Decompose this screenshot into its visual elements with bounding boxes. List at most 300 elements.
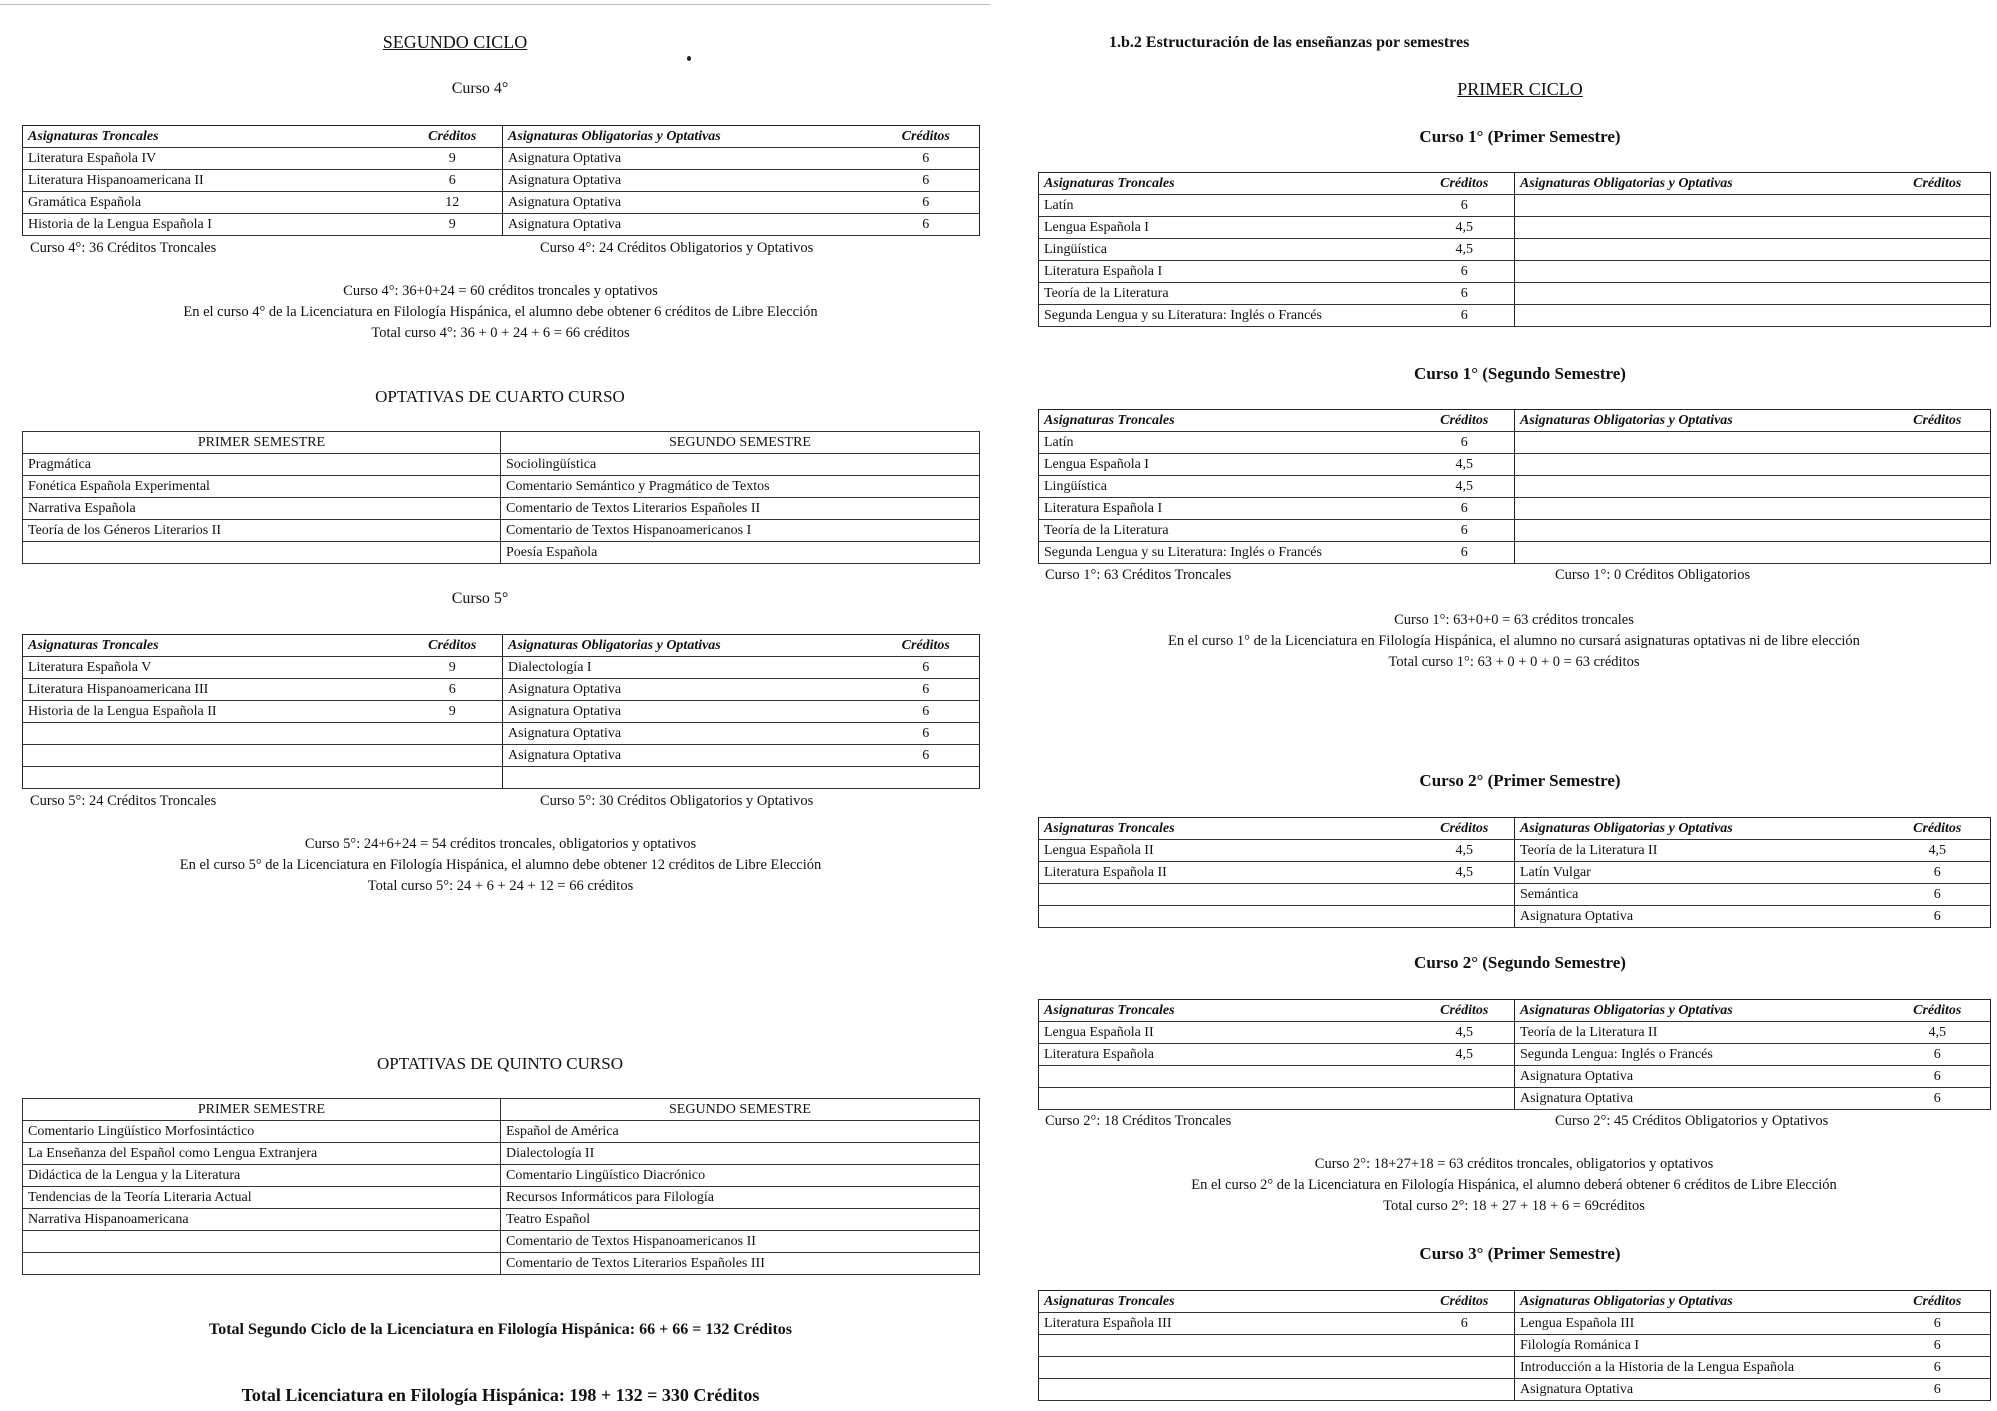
table-cell: Segunda Lengua y su Literatura: Inglés o Francés — [1039, 305, 1415, 327]
table-cell: 4,5 — [1415, 217, 1515, 239]
table-cell — [1515, 498, 1885, 520]
table-cell: Comentario de Textos Literarios Españoles III — [501, 1253, 980, 1275]
table-cell — [403, 767, 503, 789]
c1s1-heading: Curso 1° (Primer Semestre) — [1419, 127, 1621, 146]
table-row — [23, 192, 980, 214]
table-cell: Dialectología II — [501, 1143, 980, 1165]
column-header: PRIMER SEMESTRE — [23, 1099, 501, 1121]
table-cell: 6 — [873, 148, 980, 170]
table-cell: Gramática Española — [23, 192, 403, 214]
table-row — [1039, 542, 1991, 564]
table-cell: 6 — [873, 192, 980, 214]
table-cell — [1415, 1066, 1515, 1088]
table-cell: 4,5 — [1415, 239, 1515, 261]
table-row — [23, 214, 980, 236]
table-cell: Segunda Lengua: Inglés o Francés — [1515, 1044, 1885, 1066]
table-cell — [1039, 884, 1415, 906]
table-cell: Narrativa Hispanoamericana — [23, 1209, 501, 1231]
table-cell: Historia de la Lengua Española I — [23, 214, 403, 236]
c2-summary-line: Curso 2°: 18+27+18 = 63 créditos troncales, obligatorios y optativos — [1314, 1156, 1714, 1172]
table-row — [23, 723, 980, 745]
column-header: Asignaturas Troncales — [1039, 410, 1415, 432]
table-cell: Literatura Hispanoamericana III — [23, 679, 403, 701]
table-row — [1039, 195, 1991, 217]
column-header: Créditos — [1885, 818, 1991, 840]
table-row — [1039, 432, 1991, 454]
table-cell: 6 — [1415, 498, 1515, 520]
table-cell — [1415, 1379, 1515, 1401]
table-row — [1039, 283, 1991, 305]
optativas-cuarto-body — [23, 432, 980, 564]
table-cell — [1515, 432, 1885, 454]
table-cell: 4,5 — [1885, 1022, 1991, 1044]
table-cell: Tendencias de la Teoría Literaria Actual — [23, 1187, 501, 1209]
column-header: Créditos — [403, 635, 503, 657]
optativas-cuarto-heading: OPTATIVAS DE CUARTO CURSO — [375, 387, 625, 406]
table-cell: 6 — [1885, 1066, 1991, 1088]
c3s1-heading: Curso 3° (Primer Semestre) — [1419, 1244, 1621, 1263]
table-cell — [23, 767, 403, 789]
table-row — [1039, 217, 1991, 239]
table-cell: 9 — [403, 701, 503, 723]
table-cell — [1885, 261, 1991, 283]
table-cell: 6 — [873, 701, 980, 723]
table-cell: 6 — [1885, 1335, 1991, 1357]
table-cell: Teoría de la Literatura — [1039, 520, 1415, 542]
table-cell — [1515, 305, 1885, 327]
table-row — [23, 454, 980, 476]
table-cell: Comentario de Textos Literarios Españoles II — [501, 498, 980, 520]
table-row — [23, 1121, 980, 1143]
table-cell — [1039, 906, 1415, 928]
c2-summary-line: En el curso 2° de la Licenciatura en Filología Hispánica, el alumno deberá obtener 6 créditos de Libre Elección — [1191, 1177, 1837, 1193]
table-row — [1039, 520, 1991, 542]
table-cell: 6 — [873, 723, 980, 745]
table-header-row — [1039, 1291, 1991, 1313]
table-cell: Asignatura Optativa — [1515, 1066, 1885, 1088]
curso5-summary-line: Total curso 5°: 24 + 6 + 24 + 12 = 66 créditos — [367, 878, 634, 894]
column-header: Asignaturas Obligatorias y Optativas — [503, 126, 873, 148]
table-cell — [1415, 1335, 1515, 1357]
table-cell: Recursos Informáticos para Filología — [501, 1187, 980, 1209]
table-cell — [873, 767, 980, 789]
table-cell: 6 — [1885, 906, 1991, 928]
table-row — [23, 1143, 980, 1165]
table-row — [1039, 1357, 1991, 1379]
table-cell: 4,5 — [1415, 1022, 1515, 1044]
table-cell: Literatura Española I — [1039, 498, 1415, 520]
table-cell — [1515, 261, 1885, 283]
table-cell: 6 — [1415, 305, 1515, 327]
table-cell: Lengua Española III — [1515, 1313, 1885, 1335]
c3s1-body — [1039, 1291, 1991, 1401]
curso5-table — [22, 634, 980, 789]
c1s1-body — [1039, 173, 1991, 327]
table-cell: 4,5 — [1415, 1044, 1515, 1066]
column-header: Créditos — [873, 126, 980, 148]
column-header: Créditos — [1415, 818, 1515, 840]
table-cell — [1515, 454, 1885, 476]
curso4-foot-left: Curso 4°: 36 Créditos Troncales — [30, 240, 217, 256]
table-cell — [1885, 239, 1991, 261]
column-header: Créditos — [403, 126, 503, 148]
table-cell: Didáctica de la Lengua y la Literatura — [23, 1165, 501, 1187]
table-cell: Narrativa Española — [23, 498, 501, 520]
curso4-foot-right: Curso 4°: 24 Créditos Obligatorios y Optativos — [540, 240, 814, 256]
column-header: Créditos — [1415, 410, 1515, 432]
column-header: Asignaturas Troncales — [1039, 173, 1415, 195]
table-cell: Segunda Lengua y su Literatura: Inglés o Francés — [1039, 542, 1415, 564]
table-cell: Historia de la Lengua Española II — [23, 701, 403, 723]
section-heading: 1.b.2 Estructuración de las enseñanzas por semestres — [1109, 34, 1470, 51]
table-row — [1039, 261, 1991, 283]
curso5-foot-left: Curso 5°: 24 Créditos Troncales — [30, 793, 217, 809]
curso4-summary — [22, 281, 979, 344]
column-header: Asignaturas Troncales — [23, 635, 403, 657]
table-row — [1039, 476, 1991, 498]
table-row — [1039, 906, 1991, 928]
table-row — [23, 170, 980, 192]
table-cell — [1415, 884, 1515, 906]
table-cell: Literatura Hispanoamericana II — [23, 170, 403, 192]
table-row — [23, 767, 980, 789]
c2s1-heading: Curso 2° (Primer Semestre) — [1419, 771, 1621, 790]
table-cell: 6 — [1885, 1357, 1991, 1379]
table-cell: 4,5 — [1885, 840, 1991, 862]
c3s1-table — [1038, 1290, 1991, 1401]
c1s2-table — [1038, 409, 1991, 564]
column-header: Créditos — [1885, 410, 1991, 432]
table-cell: 12 — [403, 192, 503, 214]
table-cell: 6 — [873, 745, 980, 767]
table-cell — [1515, 520, 1885, 542]
c2-foot-left: Curso 2°: 18 Créditos Troncales — [1045, 1113, 1232, 1129]
table-cell: Teoría de la Literatura II — [1515, 1022, 1885, 1044]
table-row — [1039, 239, 1991, 261]
table-cell: Literatura Española V — [23, 657, 403, 679]
table-row — [23, 520, 980, 542]
table-row — [1039, 1335, 1991, 1357]
table-cell — [1415, 906, 1515, 928]
table-cell — [1039, 1335, 1415, 1357]
table-cell: 4,5 — [1415, 840, 1515, 862]
table-cell — [1515, 217, 1885, 239]
table-row — [23, 657, 980, 679]
table-cell — [1515, 195, 1885, 217]
table-cell: Asignatura Optativa — [503, 679, 873, 701]
table-cell: 9 — [403, 657, 503, 679]
table-cell: 9 — [403, 148, 503, 170]
c1-summary-line: En el curso 1° de la Licenciatura en Filología Hispánica, el alumno no cursará asignaturas optativas ni de libre elección — [1168, 633, 1860, 649]
table-row — [1039, 840, 1991, 862]
curso4-summary-line: Curso 4°: 36+0+24 = 60 créditos troncales y optativos — [343, 283, 658, 299]
table-cell: 6 — [1415, 261, 1515, 283]
segundo-ciclo-title: SEGUNDO CICLO — [382, 32, 528, 52]
table-cell: Comentario de Textos Hispanoamericanos II — [501, 1231, 980, 1253]
optativas-quinto-table — [22, 1098, 980, 1275]
curso5-summary-line: Curso 5°: 24+6+24 = 54 créditos troncales, obligatorios y optativos — [304, 836, 697, 852]
table-cell: Filología Románica I — [1515, 1335, 1885, 1357]
table-header-row — [1039, 173, 1991, 195]
curso4-summary-line: Total curso 4°: 36 + 0 + 24 + 6 = 66 créditos — [371, 325, 630, 341]
table-cell — [1415, 1088, 1515, 1110]
table-cell: Asignatura Optativa — [1515, 906, 1885, 928]
table-cell: 6 — [1885, 884, 1991, 906]
table-cell — [1039, 1379, 1415, 1401]
c2s2-body — [1039, 1000, 1991, 1110]
table-cell — [1885, 454, 1991, 476]
curso4-footer — [30, 240, 980, 257]
column-header: SEGUNDO SEMESTRE — [501, 432, 980, 454]
table-cell: Literatura Española III — [1039, 1313, 1415, 1335]
table-row — [23, 1187, 980, 1209]
table-cell — [1885, 217, 1991, 239]
curso4-heading: Curso 4° — [451, 80, 509, 97]
table-header-row — [1039, 1000, 1991, 1022]
table-header-row — [23, 635, 980, 657]
table-cell — [1885, 498, 1991, 520]
table-cell: 6 — [873, 170, 980, 192]
table-cell: Lingüística — [1039, 239, 1415, 261]
table-cell: Comentario Semántico y Pragmático de Textos — [501, 476, 980, 498]
table-cell — [1039, 1088, 1415, 1110]
table-cell: 6 — [403, 170, 503, 192]
table-cell — [1885, 520, 1991, 542]
table-cell: 6 — [1415, 520, 1515, 542]
primer-ciclo-title: PRIMER CICLO — [1457, 79, 1583, 99]
column-header: SEGUNDO SEMESTRE — [501, 1099, 980, 1121]
table-cell — [1885, 305, 1991, 327]
column-header: Asignaturas Troncales — [1039, 818, 1415, 840]
column-header: Créditos — [1415, 1291, 1515, 1313]
table-cell — [403, 723, 503, 745]
table-cell — [1885, 476, 1991, 498]
table-cell — [1515, 283, 1885, 305]
table-cell: Latín — [1039, 432, 1415, 454]
column-header: Asignaturas Obligatorias y Optativas — [1515, 818, 1885, 840]
table-header-row — [23, 432, 980, 454]
table-cell: 6 — [1415, 432, 1515, 454]
curso5-footer — [30, 793, 980, 810]
table-cell: 6 — [1885, 1379, 1991, 1401]
c2-foot-right: Curso 2°: 45 Créditos Obligatorios y Optativos — [1555, 1113, 1829, 1129]
table-cell — [23, 1231, 501, 1253]
curso5-body — [23, 635, 980, 789]
table-cell — [1515, 542, 1885, 564]
table-header-row — [23, 126, 980, 148]
column-header: Asignaturas Obligatorias y Optativas — [1515, 173, 1885, 195]
curso5-summary — [22, 834, 979, 897]
table-cell — [23, 723, 403, 745]
table-cell: 4,5 — [1415, 454, 1515, 476]
table-cell: Teoría de los Géneros Literarios II — [23, 520, 501, 542]
table-row — [23, 148, 980, 170]
table-cell: Literatura Española — [1039, 1044, 1415, 1066]
table-cell — [1885, 432, 1991, 454]
column-header: Asignaturas Troncales — [1039, 1291, 1415, 1313]
table-cell: Lengua Española I — [1039, 454, 1415, 476]
table-cell: Fonética Española Experimental — [23, 476, 501, 498]
table-cell — [503, 767, 873, 789]
table-row — [23, 1165, 980, 1187]
table-cell: Asignatura Optativa — [503, 745, 873, 767]
table-row — [1039, 498, 1991, 520]
table-row — [1039, 1022, 1991, 1044]
table-cell: Asignatura Optativa — [503, 148, 873, 170]
table-cell: Sociolingüística — [501, 454, 980, 476]
optativas-quinto-heading: OPTATIVAS DE QUINTO CURSO — [377, 1054, 623, 1073]
table-cell: 6 — [1885, 862, 1991, 884]
column-header: Asignaturas Troncales — [23, 126, 403, 148]
table-cell — [1515, 239, 1885, 261]
table-cell — [1039, 1066, 1415, 1088]
table-cell: 6 — [873, 657, 980, 679]
table-cell: Asignatura Optativa — [1515, 1088, 1885, 1110]
curso5-foot-right: Curso 5°: 30 Créditos Obligatorios y Optativos — [540, 793, 814, 809]
table-cell: Lengua Española II — [1039, 1022, 1415, 1044]
table-cell: Latín Vulgar — [1515, 862, 1885, 884]
table-row — [1039, 1044, 1991, 1066]
table-cell: 6 — [1415, 1313, 1515, 1335]
table-cell: 4,5 — [1415, 476, 1515, 498]
column-header: PRIMER SEMESTRE — [23, 432, 501, 454]
column-header: Asignaturas Obligatorias y Optativas — [503, 635, 873, 657]
table-cell: Poesía Española — [501, 542, 980, 564]
table-cell: Literatura Española IV — [23, 148, 403, 170]
c2s2-table — [1038, 999, 1991, 1110]
column-header: Asignaturas Obligatorias y Optativas — [1515, 1000, 1885, 1022]
table-row — [1039, 1088, 1991, 1110]
table-cell: Introducción a la Historia de la Lengua Española — [1515, 1357, 1885, 1379]
column-header: Créditos — [1885, 1000, 1991, 1022]
column-header: Créditos — [873, 635, 980, 657]
curso5-summary-line: En el curso 5° de la Licenciatura en Filología Hispánica, el alumno debe obtener 12 créditos de Libre Elección — [179, 857, 822, 873]
table-cell — [1515, 476, 1885, 498]
table-header-row — [1039, 818, 1991, 840]
table-cell — [1885, 283, 1991, 305]
table-row — [1039, 454, 1991, 476]
table-cell: Pragmática — [23, 454, 501, 476]
c1-summary — [1038, 610, 1990, 673]
total-licenciatura: Total Licenciatura en Filología Hispánica: 198 + 132 = 330 Créditos — [241, 1385, 760, 1405]
table-cell — [23, 1253, 501, 1275]
table-cell: Semántica — [1515, 884, 1885, 906]
column-header: Créditos — [1885, 1291, 1991, 1313]
table-cell: Asignatura Optativa — [1515, 1379, 1885, 1401]
table-row — [1039, 1066, 1991, 1088]
top-rule — [0, 4, 990, 5]
table-cell: Asignatura Optativa — [503, 701, 873, 723]
table-row — [1039, 305, 1991, 327]
curso4-body — [23, 126, 980, 236]
table-row — [23, 476, 980, 498]
curso4-table — [22, 125, 980, 236]
table-cell: Español de América — [501, 1121, 980, 1143]
table-cell: Teoría de la Literatura II — [1515, 840, 1885, 862]
c1s2-body — [1039, 410, 1991, 564]
table-cell — [23, 542, 501, 564]
table-cell — [1415, 1357, 1515, 1379]
table-cell: Asignatura Optativa — [503, 723, 873, 745]
table-cell: Teoría de la Literatura — [1039, 283, 1415, 305]
table-row — [23, 679, 980, 701]
table-header-row — [23, 1099, 980, 1121]
table-cell — [403, 745, 503, 767]
table-row — [1039, 862, 1991, 884]
table-cell: Asignatura Optativa — [503, 170, 873, 192]
scan-speck — [687, 56, 691, 61]
table-row — [1039, 1379, 1991, 1401]
table-cell: La Enseñanza del Español como Lengua Extranjera — [23, 1143, 501, 1165]
table-cell: Comentario Lingüístico Morfosintáctico — [23, 1121, 501, 1143]
c1s1-table — [1038, 172, 1991, 327]
c2s2-heading: Curso 2° (Segundo Semestre) — [1414, 953, 1626, 972]
table-row — [23, 745, 980, 767]
table-cell — [1885, 195, 1991, 217]
c1-footer — [1045, 567, 1985, 584]
table-cell: 6 — [1415, 542, 1515, 564]
c1s2-heading: Curso 1° (Segundo Semestre) — [1414, 364, 1626, 383]
table-cell — [23, 745, 403, 767]
table-cell: Comentario de Textos Hispanoamericanos I — [501, 520, 980, 542]
c2-summary-line: Total curso 2°: 18 + 27 + 18 + 6 = 69créditos — [1383, 1198, 1645, 1214]
table-cell: 6 — [1885, 1313, 1991, 1335]
table-cell: Comentario Lingüístico Diacrónico — [501, 1165, 980, 1187]
table-cell: Asignatura Optativa — [503, 192, 873, 214]
table-cell: Literatura Española II — [1039, 862, 1415, 884]
table-cell: Asignatura Optativa — [503, 214, 873, 236]
table-header-row — [1039, 410, 1991, 432]
table-row — [1039, 1313, 1991, 1335]
table-cell: Lengua Española II — [1039, 840, 1415, 862]
table-cell: 6 — [1415, 283, 1515, 305]
c1-foot-right: Curso 1°: 0 Créditos Obligatorios — [1555, 567, 1751, 583]
table-row — [23, 1253, 980, 1275]
table-cell: 9 — [403, 214, 503, 236]
table-row — [1039, 884, 1991, 906]
column-header: Asignaturas Obligatorias y Optativas — [1515, 1291, 1885, 1313]
c2-footer — [1045, 1113, 1985, 1130]
table-cell: 6 — [873, 679, 980, 701]
table-cell: 6 — [1415, 195, 1515, 217]
table-cell: 6 — [1885, 1088, 1991, 1110]
table-cell — [1885, 542, 1991, 564]
column-header: Asignaturas Obligatorias y Optativas — [1515, 410, 1885, 432]
c1-foot-left: Curso 1°: 63 Créditos Troncales — [1045, 567, 1232, 583]
table-cell: 4,5 — [1415, 862, 1515, 884]
table-cell: Dialectología I — [503, 657, 873, 679]
optativas-quinto-body — [23, 1099, 980, 1275]
curso4-summary-line: En el curso 4° de la Licenciatura en Filología Hispánica, el alumno debe obtener 6 créditos de Libre Elección — [183, 304, 818, 320]
column-header: Créditos — [1415, 173, 1515, 195]
table-row — [23, 1209, 980, 1231]
table-cell: Lingüística — [1039, 476, 1415, 498]
table-row — [23, 498, 980, 520]
table-cell — [1039, 1357, 1415, 1379]
table-cell: Teatro Español — [501, 1209, 980, 1231]
table-cell: Literatura Española I — [1039, 261, 1415, 283]
column-header: Asignaturas Troncales — [1039, 1000, 1415, 1022]
table-cell: 6 — [873, 214, 980, 236]
c2-summary — [1038, 1154, 1990, 1217]
column-header: Créditos — [1415, 1000, 1515, 1022]
table-cell: Lengua Española I — [1039, 217, 1415, 239]
c2s1-body — [1039, 818, 1991, 928]
optativas-cuarto-table — [22, 431, 980, 564]
table-row — [23, 542, 980, 564]
c2s1-table — [1038, 817, 1991, 928]
column-header: Créditos — [1885, 173, 1991, 195]
